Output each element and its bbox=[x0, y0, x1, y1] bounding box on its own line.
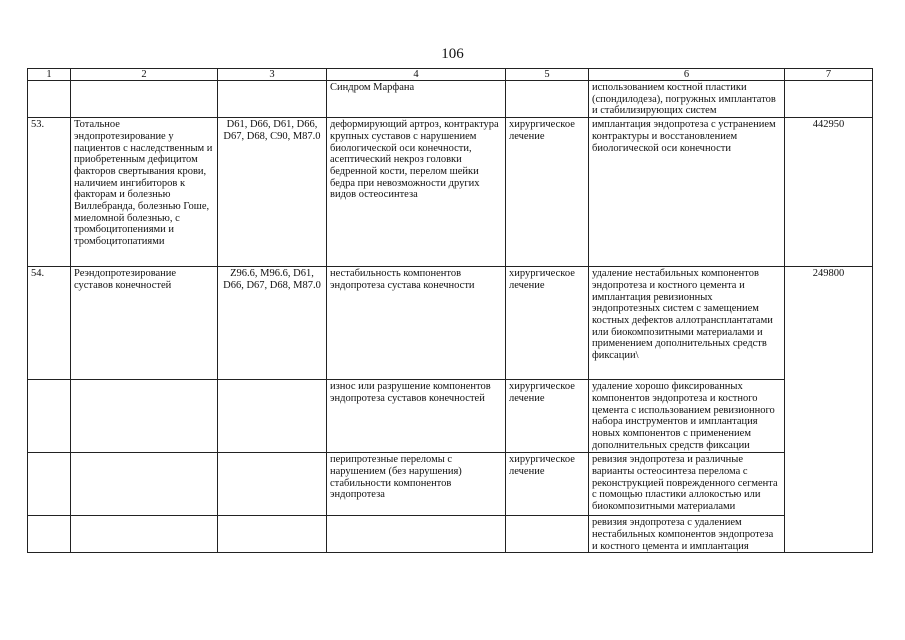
table-row-54-sub bbox=[28, 380, 873, 453]
procedures-table bbox=[27, 68, 873, 553]
row-number: 54. bbox=[28, 267, 71, 380]
method-cell: ревизия эндопротеза с удалением нестабильных компонентов эндопротеза и костного цемента и имплантация bbox=[589, 516, 785, 553]
method-cell: имплантация эндопротеза с устранением контрактуры и восстановлением биологической оси конечности bbox=[589, 118, 785, 267]
column-number: 2 bbox=[71, 69, 218, 81]
method-cell: использованием костной пластики (спондилодеза), погружных имплантатов и стабилизирующих систем bbox=[589, 81, 785, 118]
table-row-54 bbox=[28, 267, 873, 380]
treatment-type-cell: хирургическое лечение bbox=[506, 267, 589, 380]
column-number: 6 bbox=[589, 69, 785, 81]
model-cell: нестабильность компонентов эндопротеза сустава конечности bbox=[327, 267, 506, 380]
column-number: 4 bbox=[327, 69, 506, 81]
column-number-row bbox=[28, 69, 873, 81]
table-row-54-sub bbox=[28, 453, 873, 516]
treatment-type-cell bbox=[506, 516, 589, 553]
method-cell: удаление хорошо фиксированных компонентов эндопротеза и костного цемента с использованием ревизионного набора инструментов и имплантация новых компонентов с применением дополнительных средств фиксации bbox=[589, 380, 785, 453]
table-row-53 bbox=[28, 118, 873, 267]
method-cell: ревизия эндопротеза и различные варианты остеосинтеза перелома с реконструкцией поврежденного сегмента с помощью пластики аллокостью или биокомпозитными материалами bbox=[589, 453, 785, 516]
model-cell: деформирующий артроз, контрактура крупных суставов с нарушением биологической оси конечности, асептический некроз головки бедренной кости, перелом шейки бедра при невозможности других видов остеосинтеза bbox=[327, 118, 506, 267]
procedure-name-cell: Реэндопротезирование суставов конечностей bbox=[71, 267, 218, 380]
column-number: 7 bbox=[785, 69, 873, 81]
column-number: 5 bbox=[506, 69, 589, 81]
diagnosis-codes-cell: D61, D66, D61, D66, D67, D68, C90, M87.0 bbox=[218, 118, 327, 267]
model-cell bbox=[327, 516, 506, 553]
page-number: 106 bbox=[441, 46, 464, 62]
cost-cell: 442950 bbox=[785, 118, 873, 267]
method-cell: удаление нестабильных компонентов эндопротеза и костного цемента и имплантация ревизионных эндопротезных систем с замещением костных дефектов аллотрансплантатами или биокомпозитными материалами и применением дополнительных средств фиксации\ bbox=[589, 267, 785, 380]
procedure-name-cell: Тотальное эндопротезирование у пациентов с наследственным и приобретенным дефицитом факторов свертывания крови, наличием ингибиторов к факторам и болезнью Виллебранда, болезнью Гоше, миеломной болезнью, с тромбоцитопениями и тромбоцитопатиями bbox=[71, 118, 218, 267]
model-cell: Синдром Марфана bbox=[327, 81, 506, 118]
treatment-type-cell: хирургическое лечение bbox=[506, 380, 589, 453]
treatment-type-cell: хирургическое лечение bbox=[506, 118, 589, 267]
continuation-row bbox=[28, 81, 873, 118]
cost-cell: 249800 bbox=[785, 267, 873, 380]
model-cell: износ или разрушение компонентов эндопротеза суставов конечностей bbox=[327, 380, 506, 453]
column-number: 1 bbox=[28, 69, 71, 81]
table-row-54-sub bbox=[28, 516, 873, 553]
column-number: 3 bbox=[218, 69, 327, 81]
model-cell: перипротезные переломы с нарушением (без нарушения) стабильности компонентов эндопротеза bbox=[327, 453, 506, 516]
treatment-type-cell: хирургическое лечение bbox=[506, 453, 589, 516]
row-number: 53. bbox=[28, 118, 71, 267]
diagnosis-codes-cell: Z96.6, M96.6, D61, D66, D67, D68, M87.0 bbox=[218, 267, 327, 380]
